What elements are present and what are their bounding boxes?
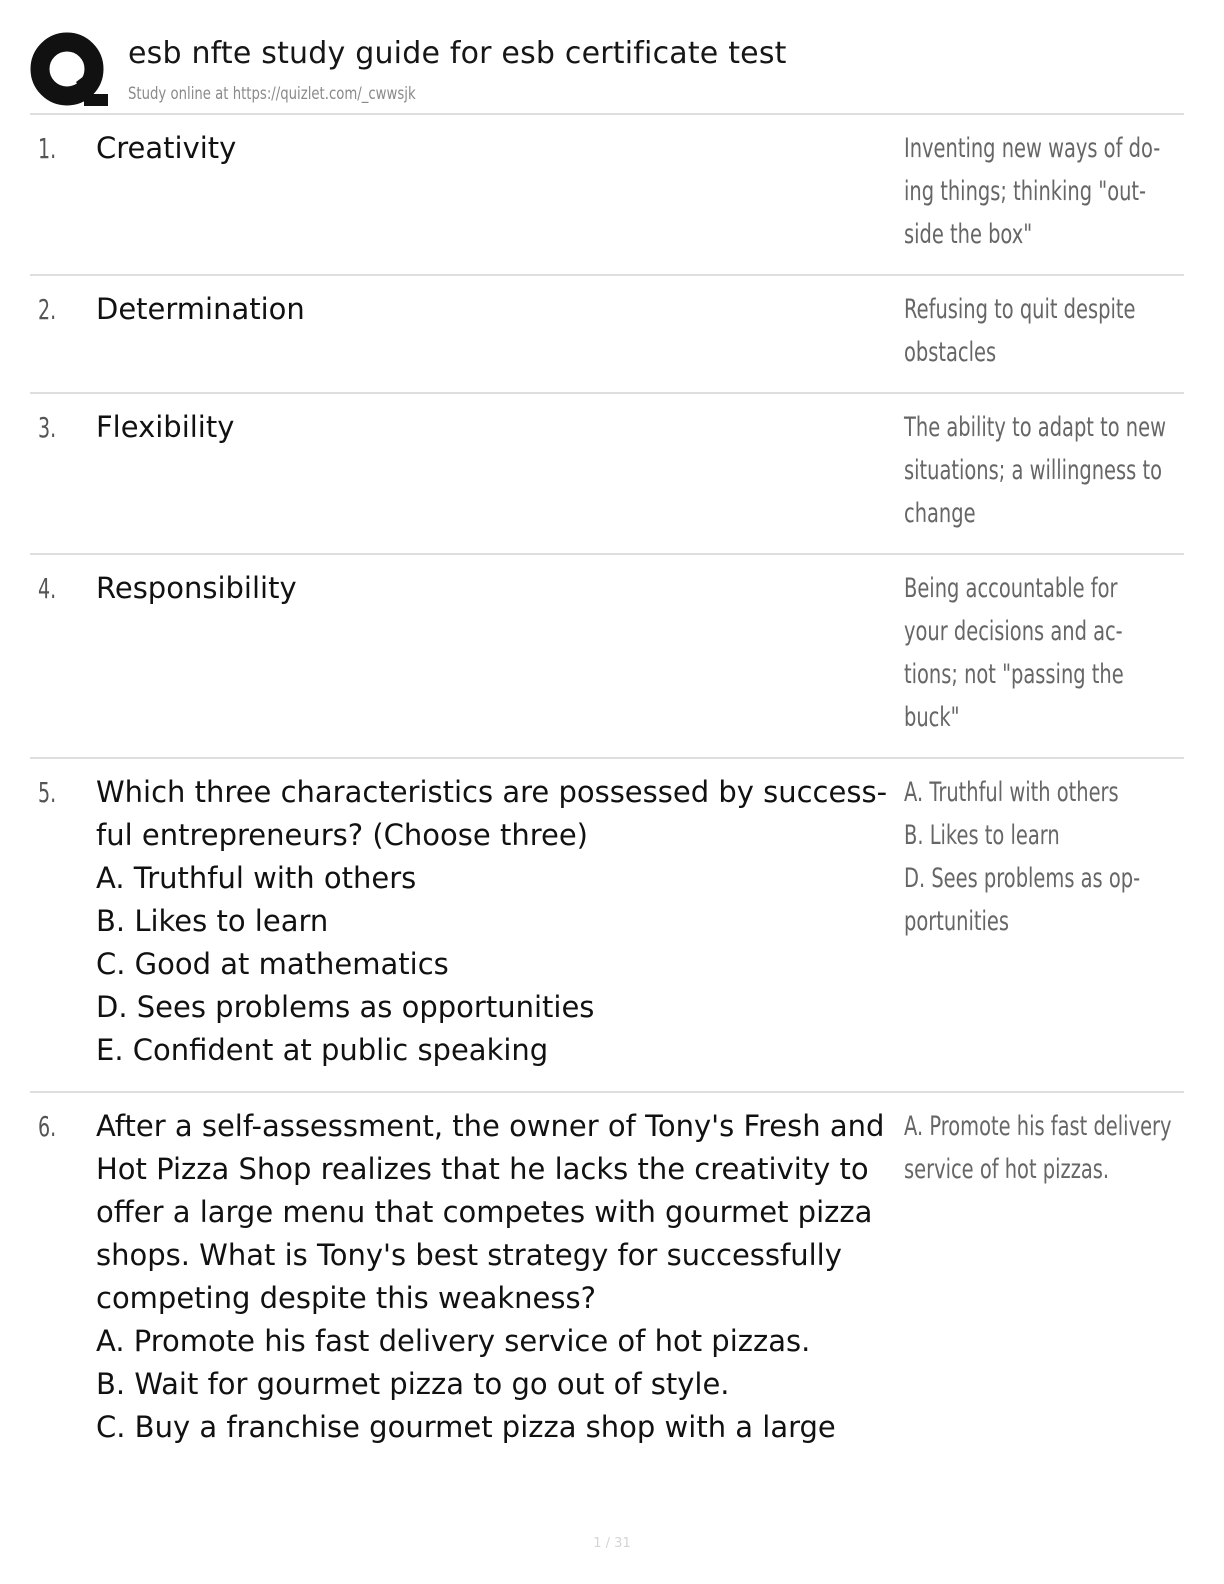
term-line: D. Sees problems as opportunities (96, 990, 595, 1024)
divider (30, 392, 1184, 394)
card-number: 5. (38, 776, 57, 809)
definition-line: service of hot pizzas. (904, 1154, 1110, 1185)
divider (30, 274, 1184, 276)
card-number: 6. (38, 1110, 57, 1143)
card-definition (904, 406, 1189, 535)
definition-line: The ability to adapt to new (904, 412, 1166, 443)
definition-line: tions; not "passing the (904, 659, 1124, 690)
definition-line: change (904, 498, 976, 529)
divider (30, 1091, 1184, 1093)
divider (30, 113, 1184, 115)
term-line: competing despite this weakness? (96, 1281, 596, 1315)
card-term (96, 406, 901, 449)
term-line: A. Promote his fast delivery service of hot pizzas. (96, 1324, 811, 1358)
card-number: 2. (38, 293, 57, 326)
definition-line: portunities (904, 906, 1010, 937)
card-term (96, 1105, 901, 1449)
divider (30, 553, 1184, 555)
term-line: Responsibility (96, 571, 297, 605)
definition-line: ing things; thinking "out- (904, 176, 1147, 207)
term-line: C. Good at mathematics (96, 947, 449, 981)
term-line: B. Likes to learn (96, 904, 329, 938)
term-line: After a self-assessment, the owner of Tony's Fresh and (96, 1109, 885, 1143)
quizlet-logo-icon (30, 32, 108, 108)
card-number: 1. (38, 132, 57, 165)
card-term (96, 288, 901, 331)
definition-line: Refusing to quit despite (904, 294, 1136, 325)
definition-line: B. Likes to learn (904, 820, 1060, 851)
definition-line: D. Sees problems as op- (904, 863, 1141, 894)
term-line: E. Confident at public speaking (96, 1033, 549, 1067)
definition-line: buck" (904, 702, 960, 733)
card-definition (904, 771, 1189, 943)
term-line: Which three characteristics are possessed by success- (96, 775, 888, 809)
card-number: 3. (38, 411, 57, 444)
card-term (96, 567, 901, 610)
term-line: B. Wait for gourmet pizza to go out of style. (96, 1367, 730, 1401)
definition-line: Inventing new ways of do- (904, 133, 1161, 164)
card-term (96, 771, 901, 1072)
definition-line: your decisions and ac- (904, 616, 1123, 647)
definition-line: Being accountable for (904, 573, 1118, 604)
term-line: shops. What is Tony's best strategy for successfully (96, 1238, 842, 1272)
study-online-link[interactable]: Study online at https://quizlet.com/_cwwsjk (128, 84, 416, 104)
definition-line: A. Truthful with others (904, 777, 1119, 808)
term-line: Hot Pizza Shop realizes that he lacks the creativity to (96, 1152, 869, 1186)
term-line: offer a large menu that competes with gourmet pizza (96, 1195, 873, 1229)
term-line: Creativity (96, 131, 237, 165)
page-title: esb nfte study guide for esb certificate test (128, 36, 787, 71)
card-term (96, 127, 901, 170)
definition-line: side the box" (904, 219, 1033, 250)
card-number: 4. (38, 572, 57, 605)
card-definition (904, 567, 1189, 739)
definition-line: obstacles (904, 337, 997, 368)
term-line: Determination (96, 292, 305, 326)
card-definition (904, 127, 1189, 256)
page-number: 1 / 31 (593, 1536, 631, 1551)
term-line: C. Buy a franchise gourmet pizza shop with a large (96, 1410, 836, 1444)
term-line: A. Truthful with others (96, 861, 417, 895)
card-definition (904, 1105, 1189, 1191)
definition-line: A. Promote his fast delivery (904, 1111, 1172, 1142)
divider (30, 757, 1184, 759)
page-header (30, 30, 1184, 112)
term-line: Flexibility (96, 410, 235, 444)
term-line: ful entrepreneurs? (Choose three) (96, 818, 588, 852)
definition-line: situations; a willingness to (904, 455, 1162, 486)
card-definition (904, 288, 1189, 374)
